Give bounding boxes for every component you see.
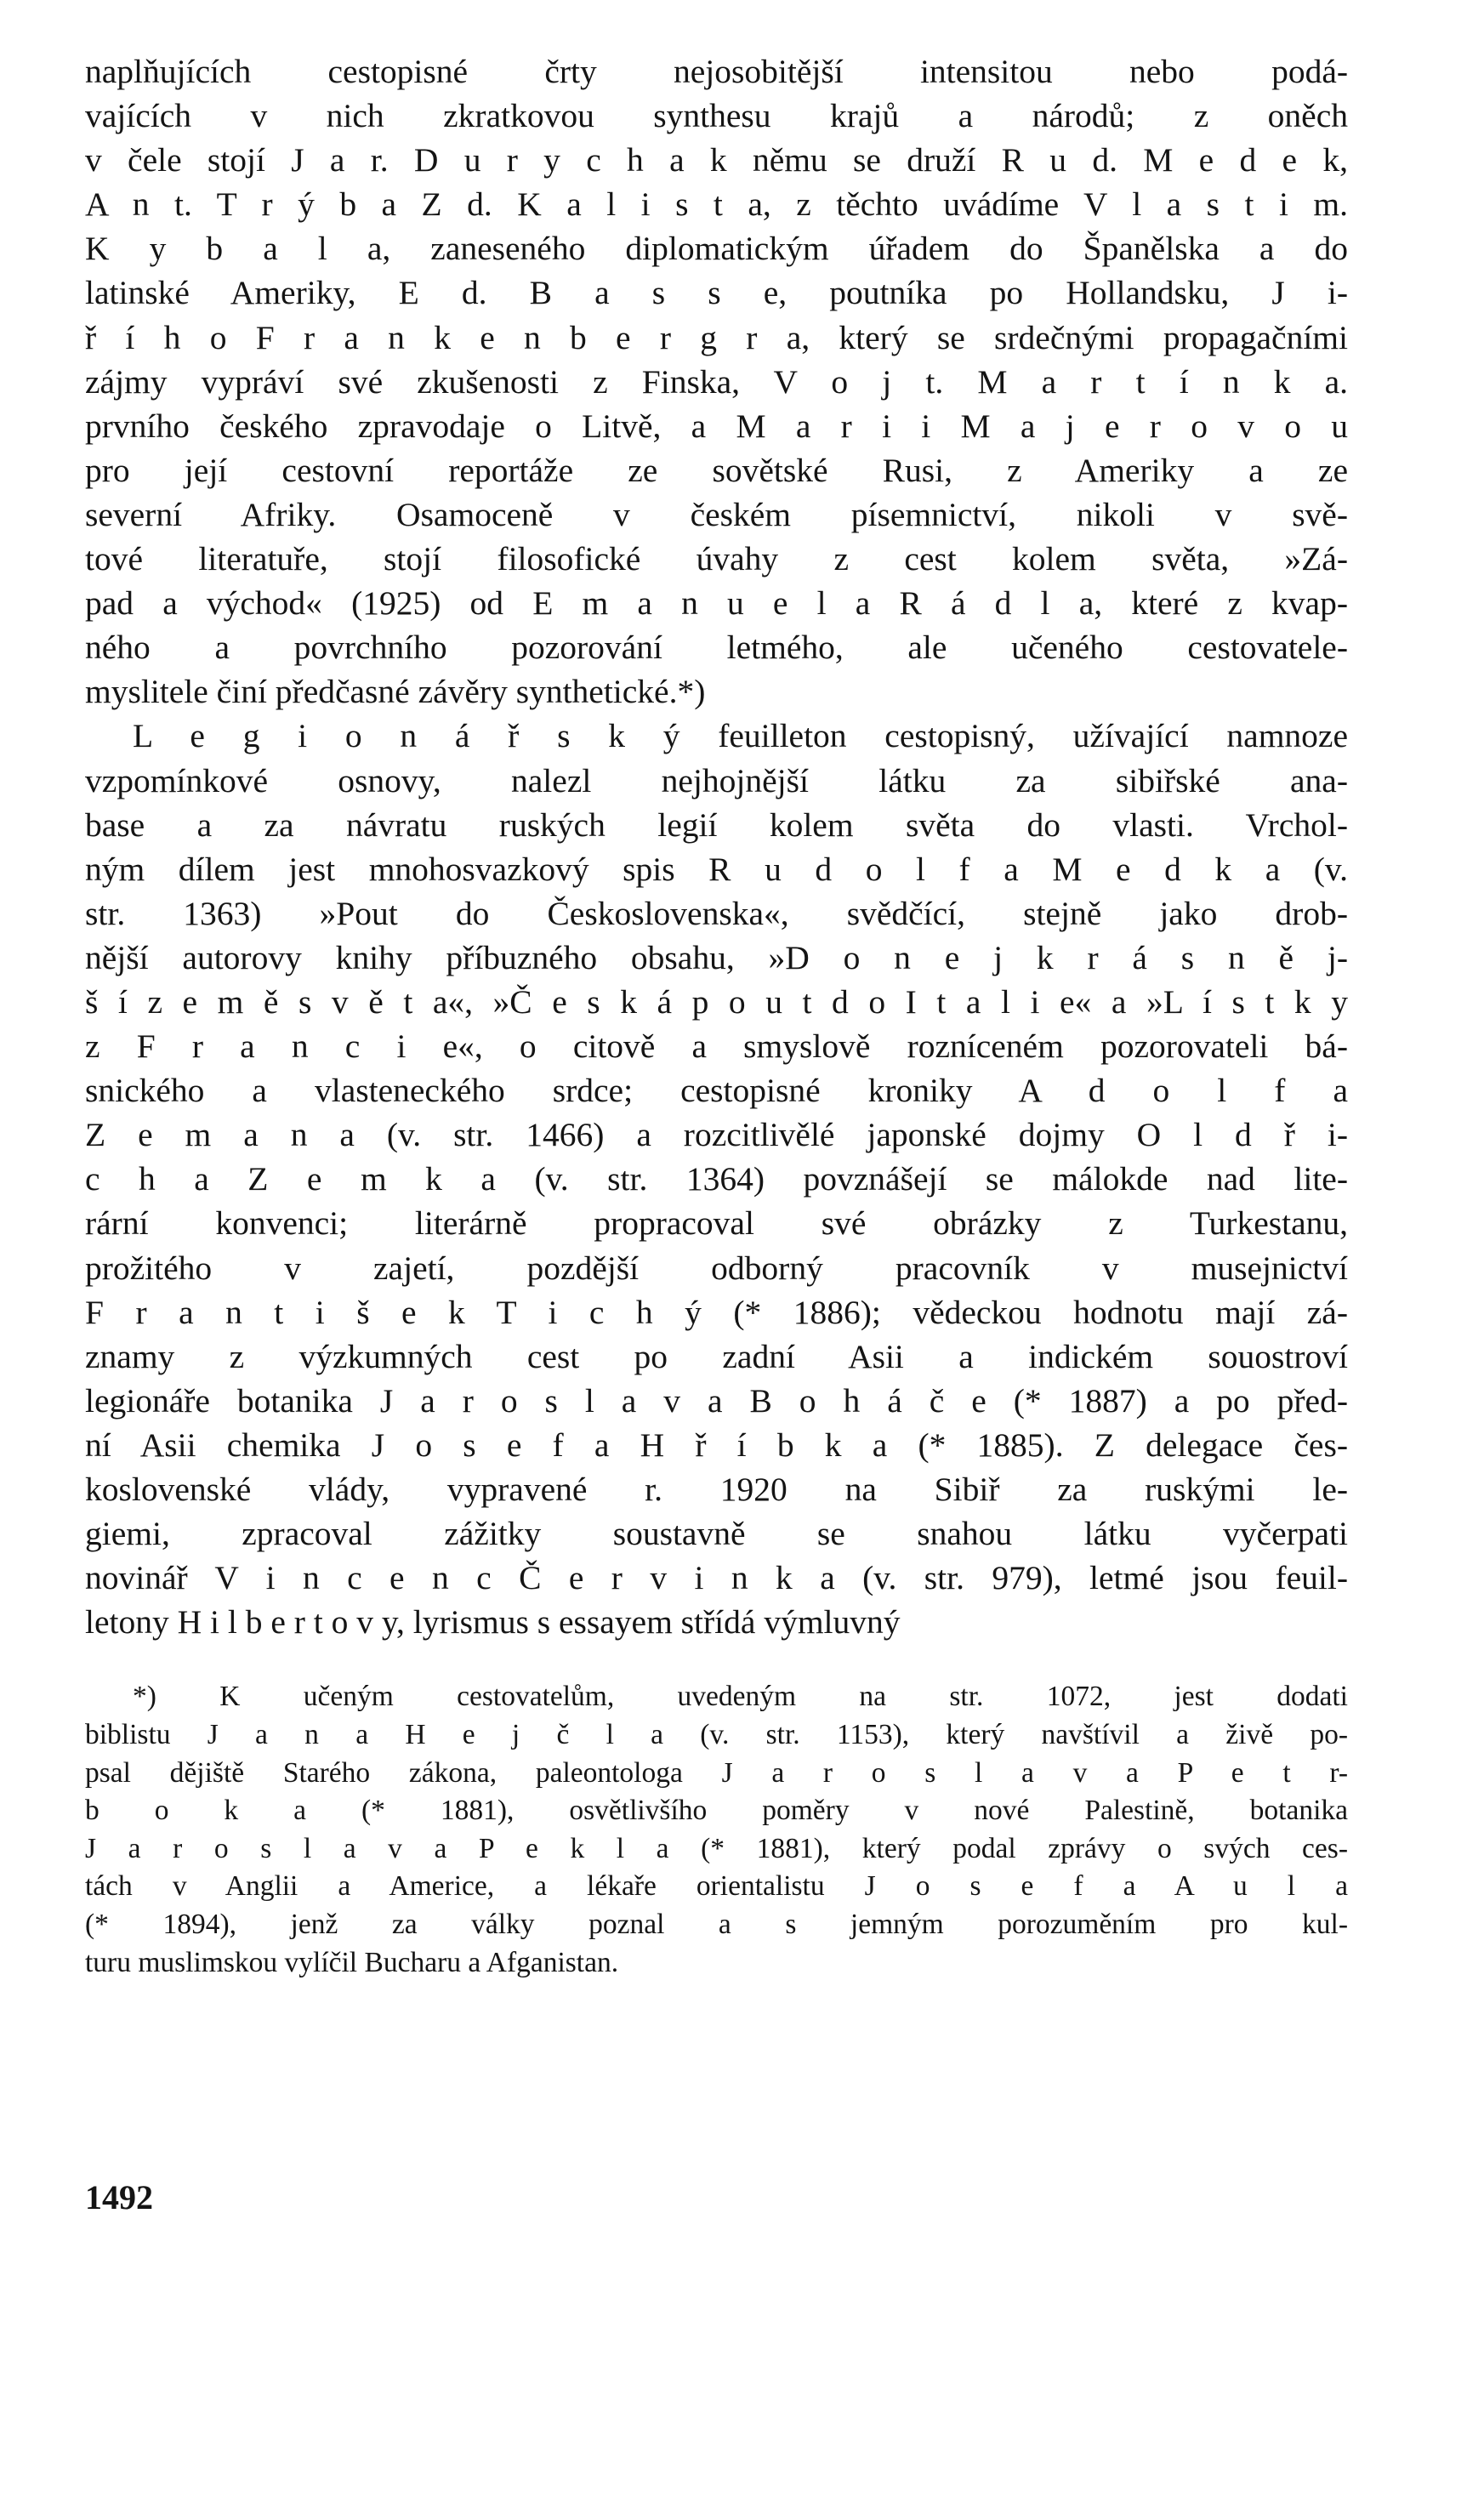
text-line: severní Afriky. Osamoceně v českém písemnictví, nikoli v svě- <box>85 495 1348 533</box>
text-line: z F r a n c i e«, o citově a smyslově rozníceném pozorovateli bá- <box>85 1027 1348 1066</box>
text-line: tové literatuře, stojí filosofické úvahy z cest kolem světa, »Zá- <box>85 540 1348 578</box>
text-line: prožitého v zajetí, pozdější odborný pracovník v musejnictví <box>85 1249 1348 1287</box>
text-line: koslovenské vlády, vypravené r. 1920 na Sibiř za ruskými le- <box>85 1471 1348 1508</box>
text-line: ného a povrchního pozorování letmého, ale učeného cestovatele- <box>85 629 1348 667</box>
text-line: prvního českého zpravodaje o Litvě, a M a r i i M a j e r o v o u <box>85 407 1348 445</box>
text-line: naplňujících cestopisné črty nejosobitější intensitou nebo podá- <box>85 53 1348 90</box>
page <box>85 49 1348 1982</box>
text-line: znamy z výzkumných cest po zadní Asii a indickém souostroví <box>85 1337 1348 1375</box>
text-line: pro její cestovní reportáže ze sovětské Rusi, z Ameriky a ze <box>85 451 1348 489</box>
text-line: F r a n t i š e k T i c h ý (* 1886); vědeckou hodnotu mají zá- <box>85 1293 1348 1331</box>
text-line: novinář V i n c e n c Č e r v i n k a (v. str. 979), letmé jsou feuil- <box>85 1559 1348 1597</box>
text-line: psal dějiště Starého zákona, paleontologa J a r o s l a v a P e t r- <box>85 1756 1348 1789</box>
body-text <box>85 49 1348 1644</box>
text-line: biblistu J a n a H e j č l a (v. str. 1153), který navštívil a živě po- <box>85 1718 1348 1750</box>
text-line: L e g i o n á ř s k ý feuilleton cestopisný, užívající namnoze <box>133 717 1348 755</box>
text-line: vajících v nich zkratkovou synthesu krajů a národů; z oněch <box>85 97 1348 135</box>
text-line: turu muslimskou vylíčil Bucharu a Afganistan. <box>85 1946 619 1978</box>
text-line: rární konvenci; literárně propracoval své obrázky z Turkestanu, <box>85 1204 1348 1243</box>
text-line: š í z e m ě s v ě t a«, »Č e s k á p o u t d o I t a l i e« a »L í s t k y <box>85 982 1348 1021</box>
text-line: legionáře botanika J a r o s l a v a B o h á č e (* 1887) a po před- <box>85 1381 1348 1420</box>
text-line: pad a východ« (1925) od E m a n u e l a R á d l a, které z kvap- <box>85 584 1348 623</box>
text-line: myslitele činí předčasné závěry synthetické.*) <box>85 673 706 711</box>
paragraph-travel-writers <box>85 49 1348 714</box>
text-line: giemi, zpracoval zážitky soustavně se snahou látku vyčerpati <box>85 1515 1348 1553</box>
text-line: c h a Z e m k a (v. str. 1364) povznášejí se málokde nad lite- <box>85 1160 1348 1198</box>
text-line: latinské Ameriky, E d. B a s s e, poutníka po Hollandsku, J i- <box>85 274 1348 312</box>
text-line: A n t. T r ý b a Z d. K a l i s t a, z těchto uvádíme V l a s t i m. <box>85 185 1348 224</box>
text-line: Z e m a n a (v. str. 1466) a rozcitlivělé japonské dojmy O l d ř i- <box>85 1116 1348 1154</box>
text-line: (* 1894), jenž za války poznal a s jemným porozuměním pro kul- <box>85 1908 1348 1940</box>
text-line: b o k a (* 1881), osvětlivšího poměry v nové Palestině, botanika <box>85 1795 1348 1827</box>
text-line: vzpomínkové osnovy, nalezl nejhojnější látku za sibiřské ana- <box>85 761 1348 799</box>
text-line: K y b a l a, zaneseného diplomatickým úřadem do Španělska a do <box>85 230 1348 268</box>
text-line: ným dílem jest mnohosvazkový spis R u d o l f a M e d k a (v. <box>85 850 1348 888</box>
text-line: ř í h o F r a n k e n b e r g r a, který se srdečnými propagačními <box>85 318 1348 356</box>
page-number: 1492 <box>85 2178 153 2216</box>
footnote <box>85 1678 1348 1982</box>
text-line: tách v Anglii a Americe, a lékaře orientalistu J o s e f a A u l a <box>85 1870 1348 1903</box>
text-line: nější autorovy knihy příbuzného obsahu, »D o n e j k r á s n ě j- <box>85 938 1348 976</box>
text-line: str. 1363) »Pout do Československa«, svědčící, stejně jako drob- <box>85 894 1348 932</box>
text-line: zájmy vypráví své zkušenosti z Finska, V o j t. M a r t í n k a. <box>85 362 1348 401</box>
text-line: v čele stojí J a r. D u r y c h a k němu se druží R u d. M e d e k, <box>85 141 1348 179</box>
text-line: ní Asii chemika J o s e f a H ř í b k a (* 1885). Z delegace čes- <box>85 1425 1348 1464</box>
text-line: *) K učeným cestovatelům, uvedeným na str. 1072, jest dodati <box>133 1681 1348 1713</box>
text-line: snického a vlasteneckého srdce; cestopisné kroniky A d o l f a <box>85 1072 1348 1110</box>
text-line: letony H i l b e r t o v y, lyrismus s essayem střídá výmluvný <box>85 1603 901 1642</box>
text-line: base a za návratu ruských legií kolem světa do vlasti. Vrchol- <box>85 805 1348 844</box>
text-line: J a r o s l a v a P e k l a (* 1881), který podal zprávy o svých ces- <box>85 1832 1348 1864</box>
paragraph-legionary-feuilleton <box>85 714 1348 1644</box>
